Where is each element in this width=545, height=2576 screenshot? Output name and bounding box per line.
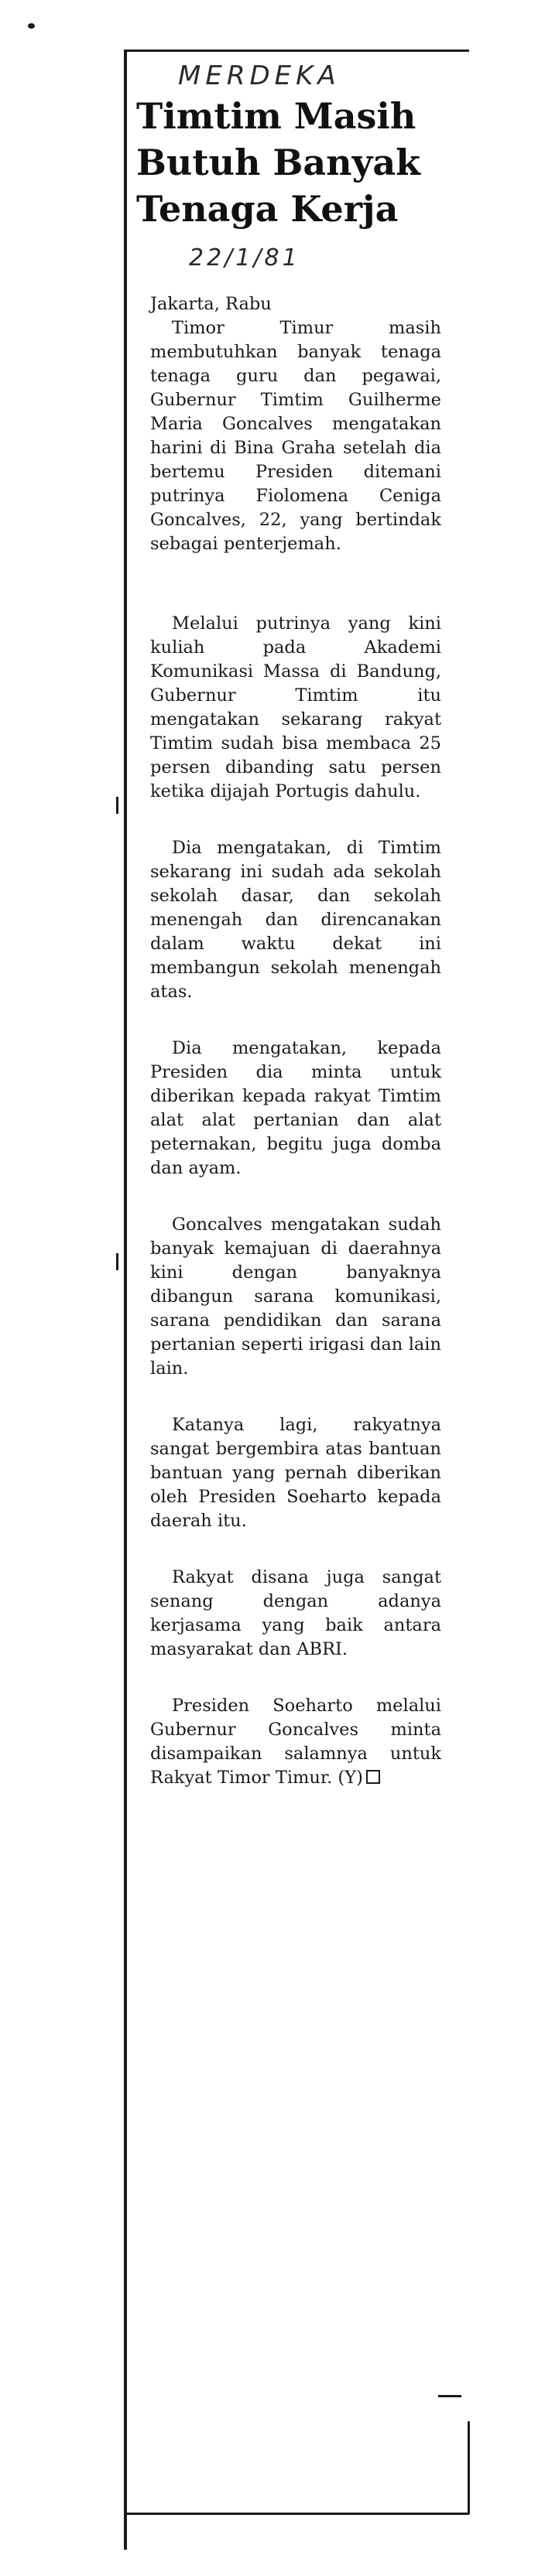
clipping-bottom-border [124, 2513, 469, 2515]
article-paragraph-text: Presiden Soeharto melalui Gubernur Goncalves minta disampaikan salamnya untuk Rakyat Timor Timur. (Y) [150, 1696, 441, 1788]
handwritten-date-note: 22/1/81 [189, 244, 300, 272]
dateline: Jakarta, Rabu [150, 294, 272, 314]
article-paragraph-last [150, 1694, 441, 1790]
ink-speck [28, 23, 35, 29]
headline: Timtim Masih Butuh Banyak Tenaga Kerja [136, 95, 421, 230]
article-paragraph: Melalui putrinya yang kini kuliah pada Akademi Komunikasi Massa di Bandung, Gubernur Timtim itu mengatakan sekarang rakyat Timtim sudah bisa membaca 25 persen dibanding satu persen ketika dijajah Portugis dahulu. [150, 613, 441, 801]
clipping-right-border [468, 2421, 470, 2514]
article-paragraph: Goncalves mengatakan sudah banyak kemajuan di daerahnya kini dengan banyaknya dibangun sarana komunikasi, sarana pendidikan dan sarana pertanian seperti irigasi dan lain lain. [150, 1215, 441, 1379]
margin-mark [116, 797, 118, 814]
end-mark-icon [366, 1770, 380, 1784]
clipping-left-border [124, 50, 127, 2550]
article-paragraph: Dia mengatakan, kepada Presiden dia minta untuk diberikan kepada rakyat Timtim alat alat pertanian dan alat peternakan, begitu juga domba dan ayam. [150, 1038, 441, 1178]
margin-mark [116, 1253, 118, 1270]
article-paragraph: Timor Timur masih membutuhkan banyak tenaga tenaga guru dan pegawai, Gubernur Timtim Guilherme Maria Goncalves mengatakan harini di Bina Graha setelah dia bertemu Presiden ditemani putrinya Fiolomena Ceniga Goncalves, 22, yang bertindak sebagai penterjemah. [150, 318, 441, 554]
cut-mark [438, 2395, 461, 2397]
clipping-top-border [124, 50, 469, 52]
article-paragraph: Rakyat disana juga sangat senang dengan adanya kerjasama yang baik antara masyarakat dan ABRI. [150, 1567, 441, 1659]
article-body [150, 292, 441, 1823]
handwritten-source-note: MERDEKA [178, 60, 341, 91]
article-paragraph: Dia mengatakan, di Timtim sekarang ini sudah ada sekolah sekolah dasar, dan sekolah menengah dan direncanakan dalam waktu dekat ini membangun sekolah menengah atas. [150, 838, 441, 1002]
article-paragraph: Katanya lagi, rakyatnya sangat bergembira atas bantuan bantuan yang pernah diberikan oleh Presiden Soeharto kepada daerah itu. [150, 1415, 441, 1531]
